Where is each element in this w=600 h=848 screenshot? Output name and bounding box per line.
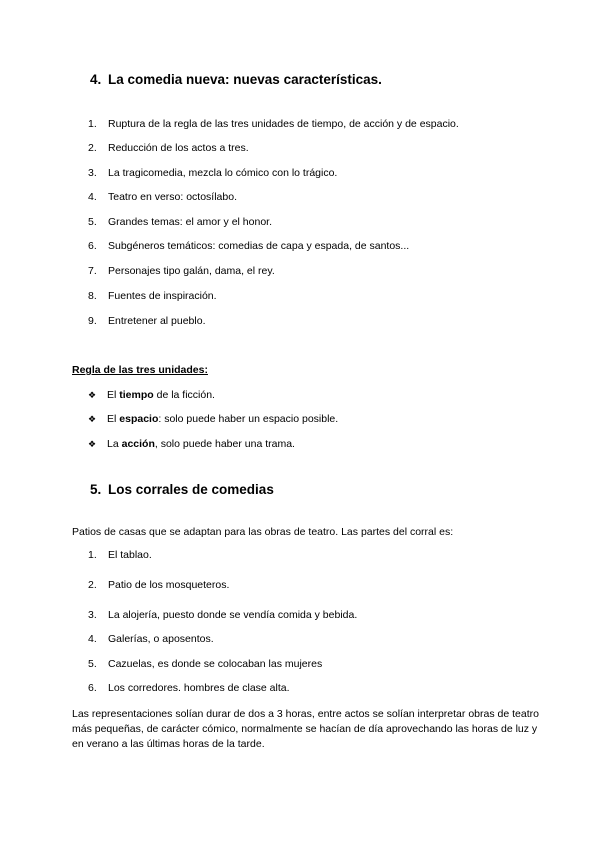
item-number: 6. bbox=[88, 240, 97, 252]
diamond-bullet-icon: ❖ bbox=[88, 414, 97, 424]
closing-paragraph: Las representaciones solían durar de dos a 3 horas, entre actos se solían interpretar obras de teatro más pequeñas, de carácter cómico, normalmente se hacían de día aprovechando las horas de luz y en verano a las últimas horas de la tarde. bbox=[72, 708, 539, 750]
item-number: 5. bbox=[88, 216, 97, 228]
item-number: 1. bbox=[88, 549, 97, 561]
section-5-heading bbox=[90, 482, 274, 497]
item-text: Personajes tipo galán, dama, el rey. bbox=[108, 265, 275, 277]
bullet-pre: La bbox=[107, 438, 122, 450]
item-text: Fuentes de inspiración. bbox=[108, 290, 217, 302]
bullet-pre: El bbox=[107, 413, 120, 425]
list-item bbox=[88, 167, 337, 179]
bullet-bold: tiempo bbox=[119, 389, 154, 401]
list-item bbox=[88, 315, 205, 327]
item-text: Entretener al pueblo. bbox=[108, 315, 206, 327]
item-text: Galerías, o aposentos. bbox=[108, 633, 214, 645]
list-item bbox=[88, 609, 357, 621]
rule-title-colon: : bbox=[204, 364, 208, 376]
item-number: 2. bbox=[88, 142, 97, 154]
item-text: La tragicomedia, mezcla lo cómico con lo trágico. bbox=[108, 167, 338, 179]
bullet-pre: El bbox=[107, 389, 120, 401]
diamond-bullet-icon: ❖ bbox=[88, 439, 97, 449]
item-text: Grandes temas: el amor y el honor. bbox=[108, 216, 272, 228]
list-item bbox=[88, 290, 217, 302]
list-item bbox=[88, 265, 275, 277]
item-number: 7. bbox=[88, 265, 97, 277]
item-text: Teatro en verso: octosílabo. bbox=[108, 191, 237, 203]
item-text: Ruptura de la regla de las tres unidades de tiempo, de acción y de espacio. bbox=[108, 118, 459, 130]
list-item bbox=[88, 142, 249, 154]
intro-paragraph: Patios de casas que se adaptan para las obras de teatro. Las partes del corral es: bbox=[72, 526, 454, 538]
rule-title-text: Regla de las tres unidades bbox=[72, 364, 205, 376]
section-4-heading bbox=[90, 72, 382, 87]
list-item bbox=[88, 633, 214, 645]
list-item bbox=[88, 191, 237, 203]
item-text: Cazuelas, es donde se colocaban las mujeres bbox=[108, 658, 323, 670]
bullet-post: de la ficción. bbox=[153, 389, 215, 401]
rule-bullet bbox=[88, 413, 338, 425]
item-number: 8. bbox=[88, 290, 97, 302]
rule-bullet bbox=[88, 438, 295, 450]
item-number: 6. bbox=[88, 682, 97, 694]
item-number: 5. bbox=[88, 658, 97, 670]
rule-heading bbox=[72, 364, 208, 376]
item-text: Reducción de los actos a tres. bbox=[108, 142, 249, 154]
section-number: 4. bbox=[90, 72, 102, 87]
list-item bbox=[88, 682, 290, 694]
bullet-bold: acción bbox=[121, 438, 155, 450]
item-number: 4. bbox=[88, 191, 97, 203]
item-text: La alojería, puesto donde se vendía comida y bebida. bbox=[108, 609, 358, 621]
item-text: Subgéneros temáticos: comedias de capa y espada, de santos... bbox=[108, 240, 410, 252]
list-item bbox=[88, 216, 272, 228]
rule-bullet bbox=[88, 389, 215, 401]
list-item bbox=[88, 658, 322, 670]
item-text: Los corredores. hombres de clase alta. bbox=[108, 682, 290, 694]
list-item bbox=[88, 579, 229, 591]
item-number: 4. bbox=[88, 633, 97, 645]
item-number: 3. bbox=[88, 609, 97, 621]
bullet-post: : solo puede haber un espacio posible. bbox=[158, 413, 339, 425]
bullet-post: , solo puede haber una trama. bbox=[154, 438, 295, 450]
bullet-bold: espacio bbox=[119, 413, 159, 425]
item-number: 2. bbox=[88, 579, 97, 591]
item-number: 9. bbox=[88, 315, 97, 327]
list-item bbox=[88, 549, 152, 561]
list-item bbox=[88, 118, 459, 130]
item-text: El tablao. bbox=[108, 549, 152, 561]
item-number: 3. bbox=[88, 167, 97, 179]
item-text: Patio de los mosqueteros. bbox=[108, 579, 230, 591]
section-number: 5. bbox=[90, 482, 102, 497]
list-item bbox=[88, 240, 409, 252]
item-number: 1. bbox=[88, 118, 97, 130]
section-title: Los corrales de comedias bbox=[108, 482, 274, 497]
section-title: La comedia nueva: nuevas características. bbox=[108, 72, 382, 87]
diamond-bullet-icon: ❖ bbox=[88, 390, 97, 400]
